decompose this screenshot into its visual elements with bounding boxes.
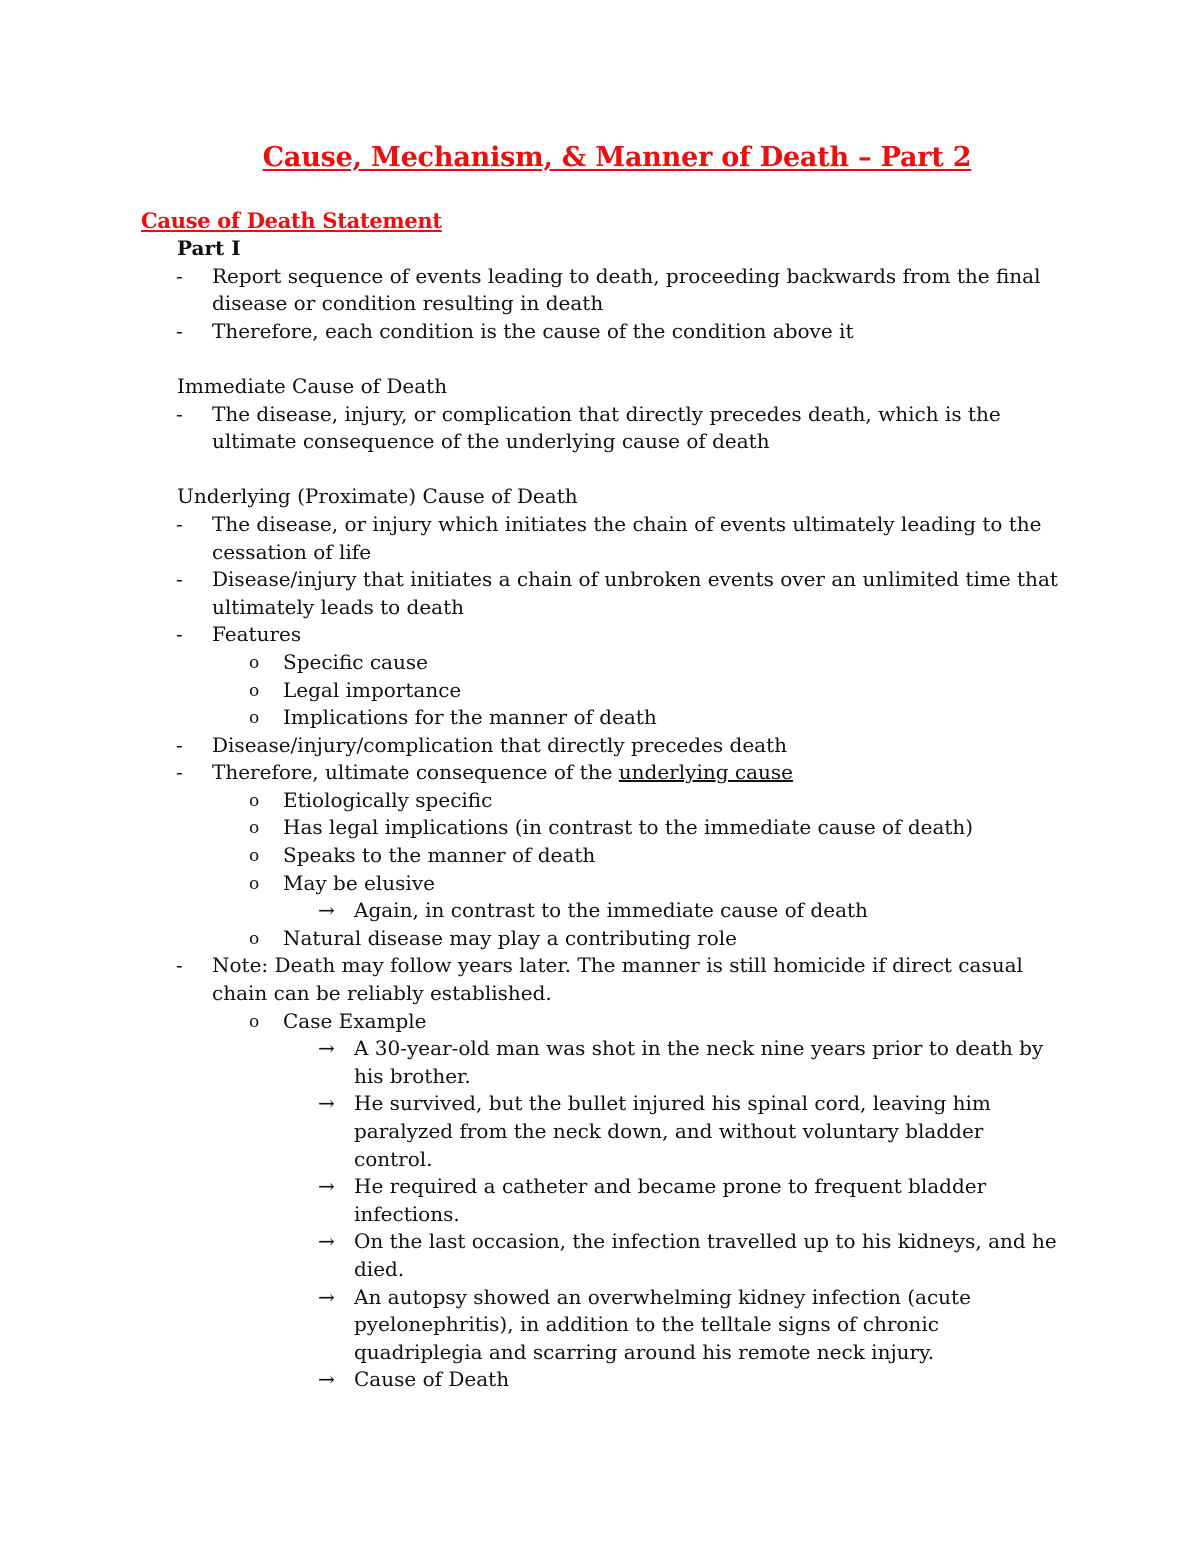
arrow-list-item: → He required a catheter and became prone to frequent bladder (0, 1173, 1200, 1201)
arrow-right-icon: → (318, 1284, 335, 1309)
arrow-item-continuation: infections. (354, 1201, 460, 1226)
sub-list-item: o Speaks to the manner of death (0, 842, 1200, 870)
circle-bullet: o (249, 846, 260, 867)
circle-bullet: o (249, 928, 260, 949)
circle-bullet: o (249, 790, 260, 811)
circle-bullet: o (249, 652, 260, 673)
circle-bullet: o (249, 818, 260, 839)
dash-bullet: - (176, 567, 183, 592)
sub-list-item: o May be elusive (0, 870, 1200, 898)
list-item-continuation: ultimate consequence of the underlying cause of death (212, 429, 770, 454)
list-item-continuation: disease or condition resulting in death (212, 291, 604, 316)
list-item: - The disease, or injury which initiates the chain of events ultimately leading to the (0, 511, 1200, 539)
list-item: - Features (0, 621, 1200, 649)
dash-bullet: - (176, 318, 183, 343)
subsection-label: Underlying (Proximate) Cause of Death (177, 484, 578, 509)
arrow-item-continuation: quadriplegia and scarring around his remote neck injury. (354, 1339, 935, 1364)
list-item: - Disease/injury that initiates a chain of unbroken events over an unlimited time that (0, 566, 1200, 594)
dash-bullet: - (176, 953, 183, 978)
arrow-item-continuation: pyelonephritis), in addition to the telltale signs of chronic (354, 1312, 939, 1337)
list-item: - Note: Death may follow years later. The manner is still homicide if direct casual (0, 952, 1200, 980)
arrow-item-continuation: control. (354, 1146, 433, 1171)
dash-bullet: - (176, 622, 183, 647)
list-item: - Therefore, each condition is the cause of the condition above it (0, 318, 1200, 346)
circle-bullet: o (249, 873, 260, 894)
dash-bullet: - (176, 732, 183, 757)
part-label: Part I (177, 236, 241, 260)
subsection-label: Immediate Cause of Death (177, 373, 448, 398)
sub-list-item: o Has legal implications (in contrast to the immediate cause of death) (0, 814, 1200, 842)
sub-list-item: o Specific cause (0, 649, 1200, 677)
arrow-right-icon: → (318, 1367, 335, 1392)
dash-bullet: - (176, 760, 183, 785)
arrow-right-icon: → (318, 1091, 335, 1116)
arrow-right-icon: → (318, 898, 335, 923)
arrow-item-continuation: died. (354, 1256, 405, 1281)
list-item-continuation: chain can be reliably established. (212, 981, 552, 1006)
page-title: Cause, Mechanism, & Manner of Death – Part 2 (262, 142, 972, 173)
sub-list-item: o Natural disease may play a contributing role (0, 925, 1200, 953)
list-item-continuation: ultimately leads to death (212, 594, 465, 619)
dash-bullet: - (176, 263, 183, 288)
dash-bullet: - (176, 511, 183, 536)
sub-list-item: o Case Example (0, 1008, 1200, 1036)
circle-bullet: o (249, 1011, 260, 1032)
section-heading: Cause of Death Statement (141, 208, 442, 233)
sub-list-item: o Etiologically specific (0, 787, 1200, 815)
list-item: - The disease, injury, or complication that directly precedes death, which is the (0, 401, 1200, 429)
list-item: - Disease/injury/complication that directly precedes death (0, 732, 1200, 760)
arrow-list-item: → A 30-year-old man was shot in the neck nine years prior to death by (0, 1035, 1200, 1063)
circle-bullet: o (249, 708, 260, 729)
arrow-list-item: → An autopsy showed an overwhelming kidney infection (acute (0, 1284, 1200, 1312)
list-item: - Therefore, ultimate consequence of the underlying cause (0, 759, 1200, 787)
arrow-list-item: → On the last occasion, the infection travelled up to his kidneys, and he (0, 1228, 1200, 1256)
document-body (0, 235, 1200, 1394)
arrow-list-item: → Again, in contrast to the immediate cause of death (0, 897, 1200, 925)
list-item-continuation: cessation of life (212, 539, 372, 564)
list-item: - Report sequence of events leading to death, proceeding backwards from the final (0, 263, 1200, 291)
arrow-list-item: → Cause of Death (0, 1366, 1200, 1394)
arrow-item-continuation: his brother. (354, 1063, 471, 1088)
sub-list-item: o Legal importance (0, 677, 1200, 705)
arrow-list-item: → He survived, but the bullet injured his spinal cord, leaving him (0, 1090, 1200, 1118)
underlined-text: underlying cause (618, 760, 793, 785)
dash-bullet: - (176, 401, 183, 426)
arrow-right-icon: → (318, 1036, 335, 1061)
arrow-right-icon: → (318, 1229, 335, 1254)
arrow-right-icon: → (318, 1174, 335, 1199)
circle-bullet: o (249, 680, 260, 701)
sub-list-item: o Implications for the manner of death (0, 704, 1200, 732)
arrow-item-continuation: paralyzed from the neck down, and without voluntary bladder (354, 1119, 984, 1143)
